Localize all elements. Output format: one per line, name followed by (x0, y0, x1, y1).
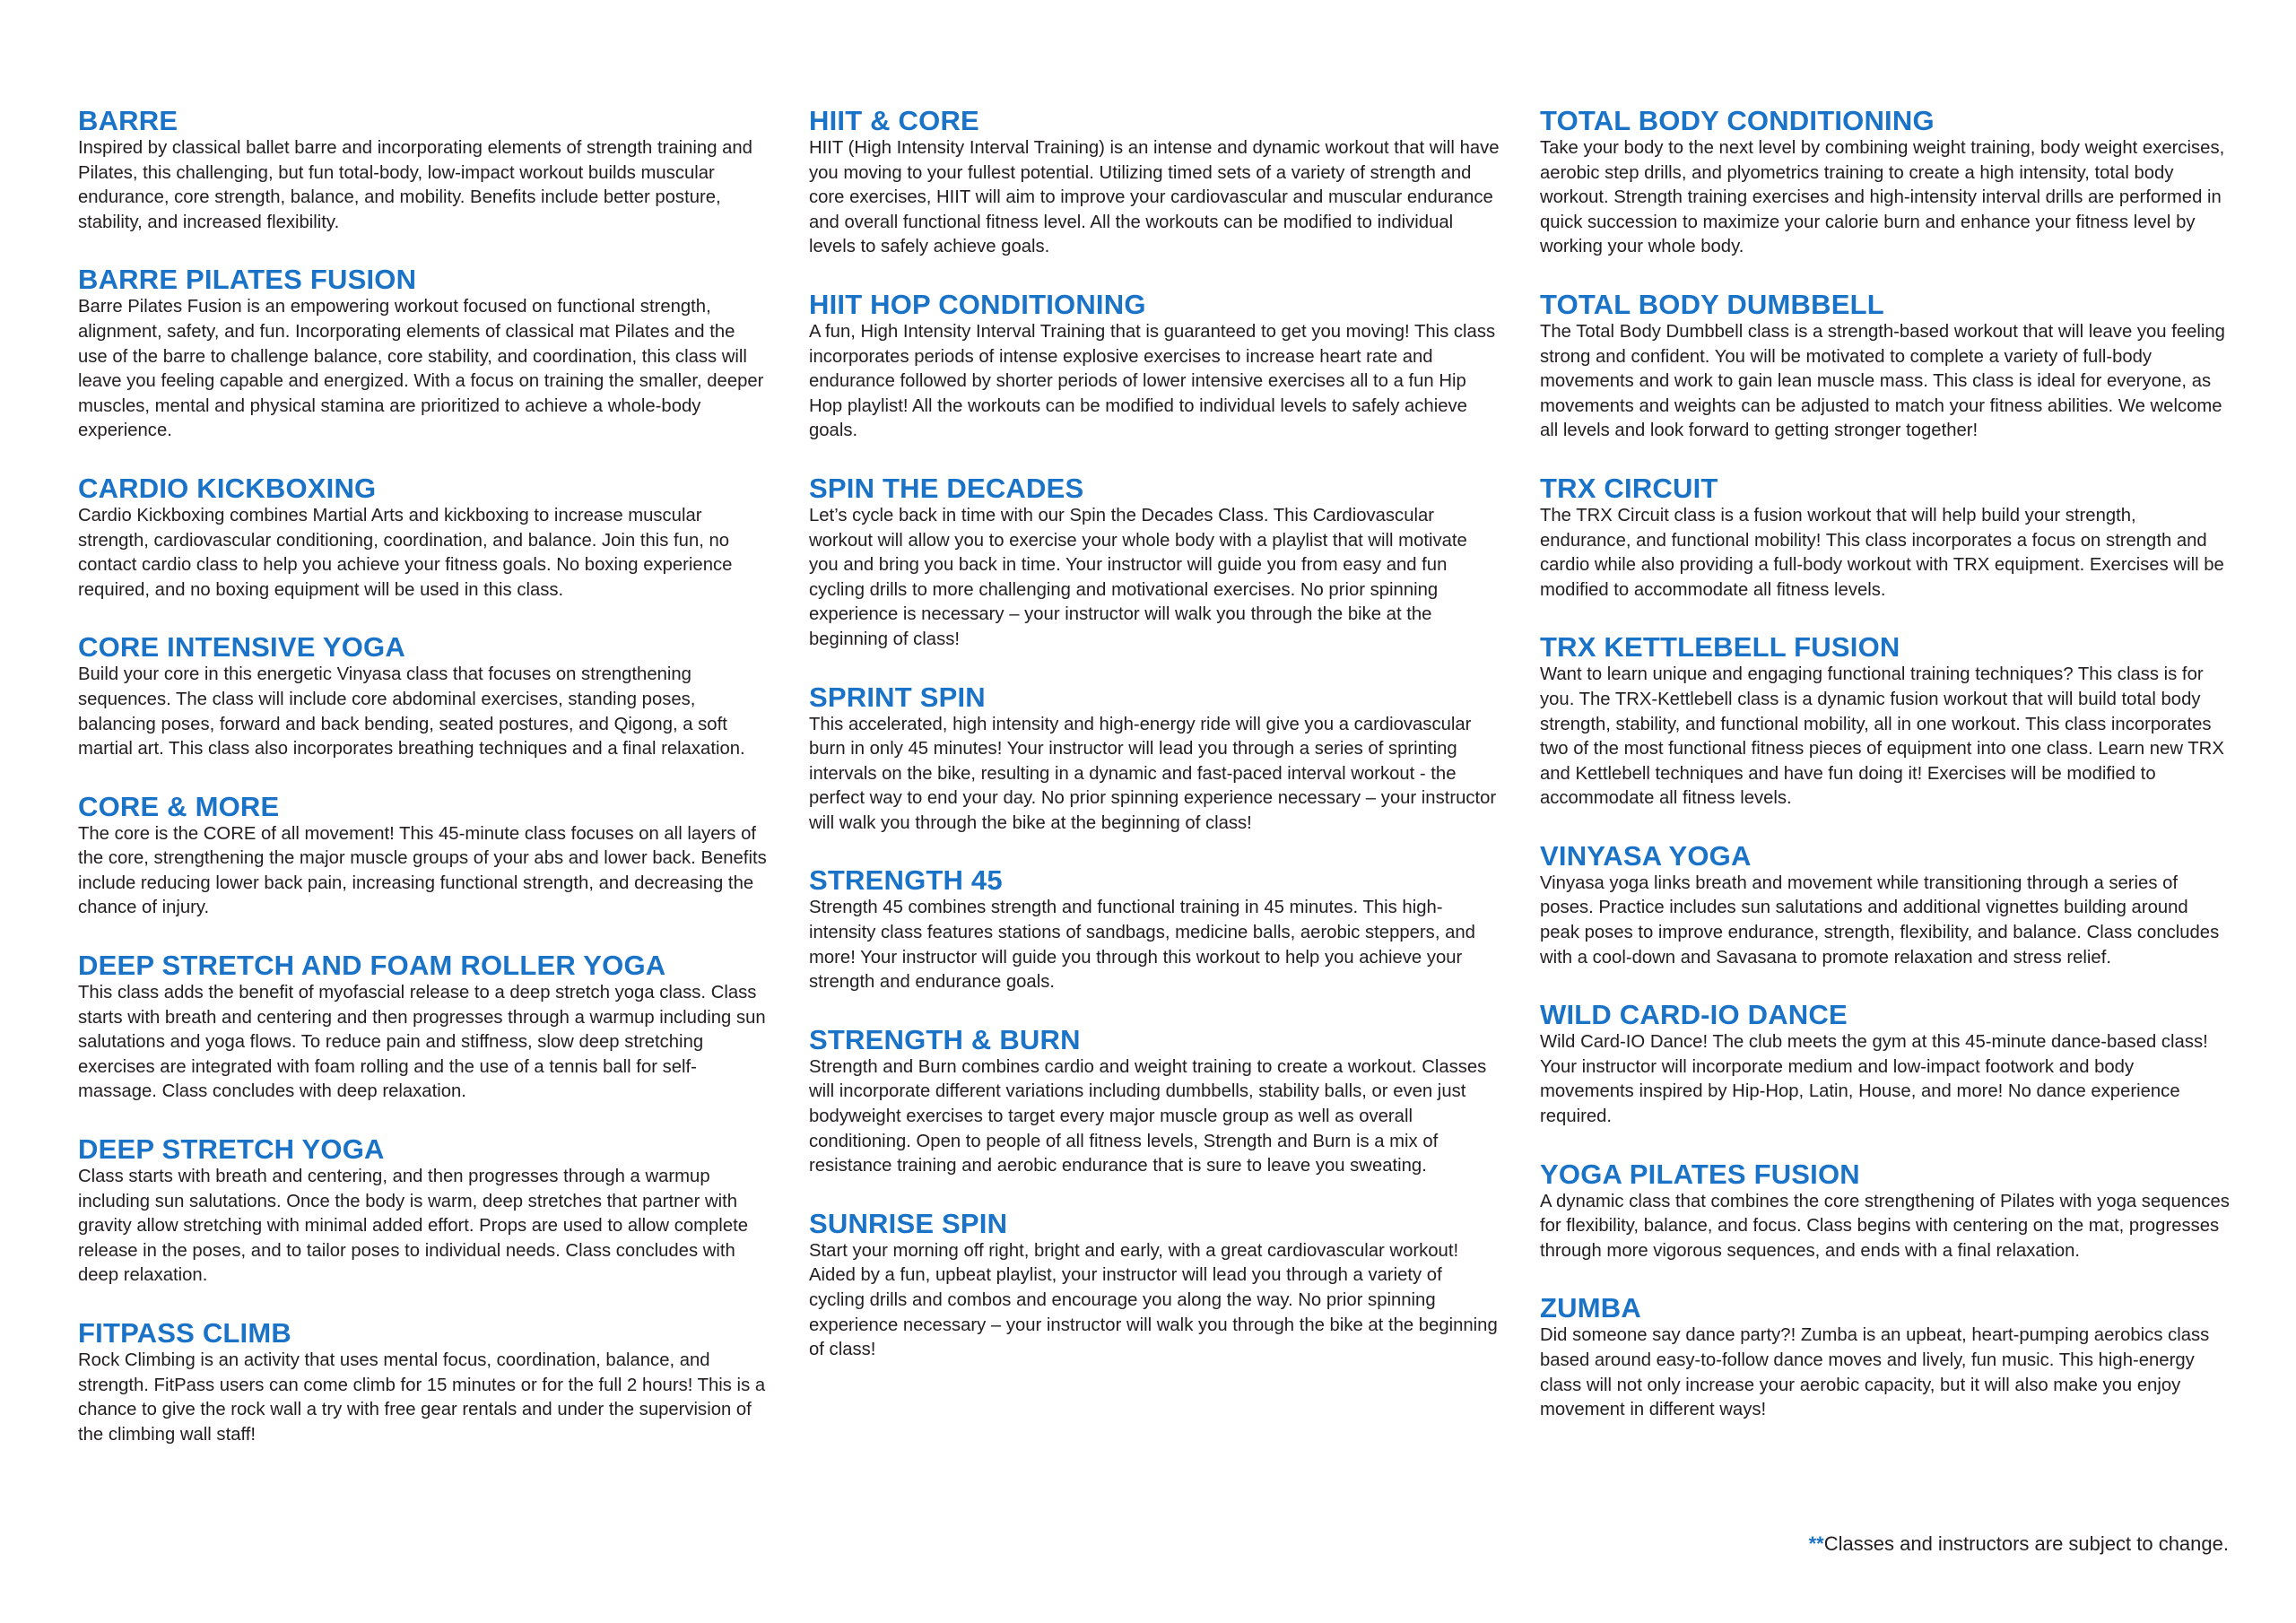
footnote-asterisks: ** (1808, 1532, 1824, 1555)
class-title: STRENGTH 45 (809, 864, 1003, 897)
class-title: WILD CARD-IO DANCE (1540, 999, 1848, 1031)
class-entry-hiit-hop-conditioning (809, 290, 1500, 444)
class-entry-barre-pilates-fusion (78, 265, 769, 444)
class-entry-strength-45 (809, 865, 1500, 994)
class-title: YOGA PILATES FUSION (1540, 1158, 1860, 1190)
class-entry-trx-circuit (1540, 473, 2231, 603)
class-entry-trx-kettlebell-fusion (1540, 632, 2231, 812)
class-description: Inspired by classical ballet barre and incorporating elements of strength training and Pilates, this challenging, but fun total-body, low-impact workout builds muscular endurance, core strength, balance, and mobility. Benefits include better posture, stability, and increased flexibility. (78, 138, 752, 232)
class-title: CORE & MORE (78, 790, 280, 822)
class-title: CARDIO KICKBOXING (78, 472, 377, 504)
class-title: HIIT & CORE (809, 105, 979, 136)
class-entry-core-intensive-yoga (78, 632, 769, 761)
class-entry-total-body-dumbbell (1540, 290, 2231, 444)
class-entry-total-body-conditioning (1540, 106, 2231, 260)
class-description: A dynamic class that combines the core strengthening of Pilates with yoga sequences for flexibility, balance, and focus. Class begins with centering on the mat, progresses through more vigorous sequences, and ends with a final relaxation. (1540, 1191, 2230, 1261)
class-description: HIIT (High Intensity Interval Training) is an intense and dynamic workout that will have you moving to your fullest potential. Utilizing timed sets of a variety of strength and core exercises, HIIT will aim to improve your cardiovascular and muscular endurance and overall functional fitness level. All the workouts can be modified to individual levels to safely achieve goals. (809, 138, 1500, 257)
class-title: CORE INTENSIVE YOGA (78, 631, 405, 664)
class-entry-deep-stretch-yoga (78, 1134, 769, 1289)
footnote-text: Classes and instructors are subject to change. (1823, 1532, 2229, 1555)
class-entry-vinyasa-yoga (1540, 841, 2231, 970)
class-description: Strength and Burn combines cardio and weight training to create a workout. Classes will incorporate different variations including dumbbells, stability balls, or even just bodyweight exercises to target every major muscle group as well as overall conditioning. Open to people of all fitness levels, Strength and Burn is a mix of resistance training and aerobic endurance that is sure to leave you sweating. (809, 1056, 1487, 1176)
class-description: Take your body to the next level by combining weight training, body weight exercises, aerobic step drills, and plyometrics training to create a high intensity, total body workout. Strength training exercises and high-intensity interval drills are performed in quick succession to maximize your calorie burn and enhance your fitness level by working your whole body. (1540, 138, 2225, 257)
class-entry-barre (78, 106, 769, 235)
class-entry-core-and-more (78, 792, 769, 921)
class-description: Want to learn unique and engaging functional training techniques? This class is for you. The TRX-Kettlebell class is a dynamic fusion workout that will build total body strength, stability, and functional mobility, all in one workout. This class incorporates two of the most functional fitness pieces of equipment into one class. Learn new TRX and Kettlebell techniques and have fun doing it! Exercises will be modified to accommodate all fitness levels. (1540, 664, 2224, 809)
class-description: The Total Body Dumbbell class is a strength-based workout that will leave you feeling strong and confident. You will be motivated to complete a variety of full-body movements and work to gain lean muscle mass. This class is ideal for everyone, as movements and weights can be adjusted to match your fitness abilities. We welcome all levels and look forward to getting stronger together! (1540, 321, 2225, 441)
class-entry-sprint-spin (809, 682, 1500, 837)
class-title: BARRE PILATES FUSION (78, 264, 417, 296)
class-entry-spin-the-decades (809, 473, 1500, 653)
class-title: TOTAL BODY DUMBBELL (1540, 288, 1884, 320)
class-description: Wild Card-IO Dance! The club meets the gym at this 45-minute dance-based class! Your instructor will incorporate medium and low-impact footwork and body movements inspired by Hip-Hop, Latin, House, and more! No dance experience required. (1540, 1032, 2208, 1127)
class-title: ZUMBA (1540, 1292, 1641, 1324)
class-description: Vinyasa yoga links breath and movement while transitioning through a series of poses. Practice includes sun salutations and additional vignettes building around peak poses to improve endurance, strength, flexibility, and balance. Class concludes with a cool-down and Savasana to promote relaxation and stress relief. (1540, 872, 2220, 968)
class-title: BARRE (78, 105, 178, 136)
class-title: TOTAL BODY CONDITIONING (1540, 105, 1935, 136)
class-title: TRX CIRCUIT (1540, 472, 1718, 504)
class-description: Strength 45 combines strength and functional training in 45 minutes. This high-intensity class features stations of sandbags, medicine balls, aerobic steppers, and more! Your instructor will guide you through this workout to help you achieve your strength and endurance goals. (809, 898, 1475, 993)
class-entry-fitpass-climb (78, 1318, 769, 1447)
class-description: Rock Climbing is an activity that uses mental focus, coordination, balance, and strength. FitPass users can come climb for 15 minutes or for the full 2 hours! This is a chance to give the rock wall a try with free gear rentals and under the supervision of the climbing wall staff! (78, 1350, 766, 1445)
class-description: A fun, High Intensity Interval Training that is guaranteed to get you moving! This class incorporates periods of intense explosive exercises to increase heart rate and endurance followed by shorter periods of lower intensive exercises all to a fun Hip Hop playlist! All the workouts can be modified to individual levels to safely achieve goals. (809, 321, 1496, 441)
disclaimer-footnote (1809, 1532, 2229, 1557)
class-title: STRENGTH & BURN (809, 1023, 1081, 1055)
class-description: This class adds the benefit of myofascial release to a deep stretch yoga class. Class starts with breath and centering and then progresses through a warmup including sun salutations and yoga flows. To reduce pain and stiffness, slow deep stretching exercises are integrated with foam rolling and the use of a tennis ball for self-massage. Class concludes with deep relaxation. (78, 983, 766, 1102)
column-3 (1540, 106, 2231, 1453)
class-entry-cardio-kickboxing (78, 473, 769, 603)
class-entry-yoga-pilates-fusion (1540, 1159, 2231, 1264)
class-entry-zumba (1540, 1293, 2231, 1422)
class-title: TRX KETTLEBELL FUSION (1540, 631, 1900, 664)
class-description: The TRX Circuit class is a fusion workout that will help build your strength, endurance, and functional mobility! This class incorporates a focus on strength and cardio while also providing a full-body workout with TRX equipment. Exercises will be modified to accommodate all fitness levels. (1540, 505, 2224, 600)
class-title: SPRINT SPIN (809, 681, 986, 713)
class-description: Cardio Kickboxing combines Martial Arts and kickboxing to increase muscular strength, cardiovascular conditioning, coordination, and balance. Join this fun, no contact cardio class to help you achieve your fitness goals. No boxing experience required, and no boxing equipment will be used in this class. (78, 505, 733, 600)
class-entry-wild-card-io-dance (1540, 1000, 2231, 1129)
class-title: DEEP STRETCH YOGA (78, 1133, 385, 1166)
class-description: Class starts with breath and centering, and then progresses through a warmup including sun salutations. Once the body is warm, deep stretches that partner with gravity allow stretching with minimal added effort. Props are used to allow complete release in the poses, and to tailor poses to individual needs. Class concludes with deep relaxation. (78, 1167, 749, 1286)
class-description: This accelerated, high intensity and high-energy ride will give you a cardiovascular burn in only 45 minutes! Your instructor will lead you through a series of sprinting intervals on the bike, resulting in a dynamic and fast-paced interval workout - the perfect way to end your day. No prior spinning experience necessary – your instructor will walk you through the bike at the beginning of class! (809, 714, 1497, 833)
class-descriptions (78, 106, 2248, 1505)
class-entry-sunrise-spin (809, 1209, 1500, 1363)
column-2 (809, 106, 1500, 1393)
class-description: Barre Pilates Fusion is an empowering workout focused on functional strength, alignment, safety, and fun. Incorporating elements of classical mat Pilates and the use of the barre to challenge balance, core stability, and coordination, this class will leave you feeling capable and energized. With a focus on training the smaller, deeper muscles, mental and physical stamina are prioritized to achieve a whole-body experience. (78, 297, 764, 441)
class-description: Start your morning off right, bright and early, with a great cardiovascular workout! Aided by a fun, upbeat playlist, your instructor will lead you through a variety of cycling drills and combos and encourage you along the way. No prior spinning experience necessary – your instructor will walk you through the bike at the beginning of class! (809, 1240, 1498, 1360)
class-title: HIIT HOP CONDITIONING (809, 288, 1146, 320)
class-entry-strength-and-burn (809, 1025, 1500, 1179)
class-title: SUNRISE SPIN (809, 1207, 1008, 1239)
class-description: The core is the CORE of all movement! This 45-minute class focuses on all layers of the core, strengthening the major muscle groups of your abs and lower back. Benefits include reducing lower back pain, increasing functional strength, and decreasing the chance of injury. (78, 823, 767, 918)
class-description: Build your core in this energetic Vinyasa class that focuses on strengthening sequences. The class will include core abdominal exercises, standing poses, balancing poses, forward and back bending, seated postures, and Qigong, a soft martial art. This class also incorporates breathing techniques and a final relaxation. (78, 664, 745, 759)
column-1 (78, 106, 769, 1477)
class-title: DEEP STRETCH AND FOAM ROLLER YOGA (78, 950, 666, 982)
class-title: FITPASS CLIMB (78, 1317, 291, 1349)
class-entry-hiit-core (809, 106, 1500, 260)
class-entry-deep-stretch-foam-roller-yoga (78, 950, 769, 1105)
class-title: VINYASA YOGA (1540, 839, 1752, 872)
class-description: Let’s cycle back in time with our Spin the Decades Class. This Cardiovascular workout will allow you to exercise your whole body with a playlist that will motivate you and bring you back in time. Your instructor will guide you from easy and fun cycling drills to more challenging and motivational exercises. No prior spinning experience is necessary – your instructor will walk you through the bike at the beginning of class! (809, 505, 1467, 649)
class-description: Did someone say dance party?! Zumba is an upbeat, heart-pumping aerobics class based around easy-to-follow dance moves and lively, fun music. This high-energy class will not only increase your aerobic capacity, but it will also make you enjoy movement in different ways! (1540, 1325, 2210, 1420)
class-title: SPIN THE DECADES (809, 472, 1084, 504)
